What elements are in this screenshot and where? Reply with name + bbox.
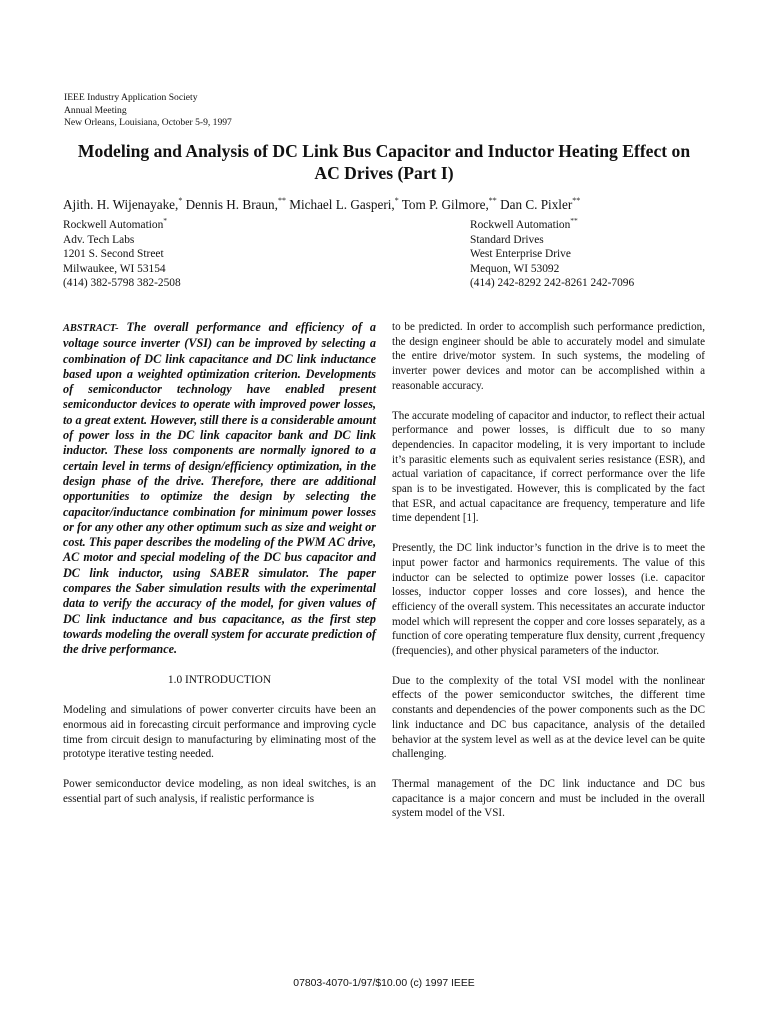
- author-name: Tom P. Gilmore,: [398, 197, 489, 212]
- affiliation-phone: (414) 242-8292 242-8261 242-7096: [470, 277, 635, 290]
- abstract-label: ABSTRACT-: [63, 323, 119, 334]
- body-paragraph: Modeling and simulations of power converter circuits have been an enormous aid in forecasting circuit performance and improving cycle time from circuit design to manufacturing by eliminating most of the prototype iterative testing needed.: [63, 704, 376, 761]
- affiliation-org: Rockwell Automation: [470, 219, 571, 231]
- abstract: [63, 320, 376, 658]
- abstract-text: The overall performance and efficiency of a voltage source inverter (VSI) can be improved by selecting a combination of DC link capacitance and DC link inductance based upon a weighted optimization criterion. Developments of semiconductor technology have enabled present semiconductor devices to operate with improved power losses, to a great extent. However, still there is a considerable amount of power loss in the DC link capacitor bank and DC link inductor. These loss components are normally ignored to a certain level in terms of design/efficiency optimization, in the design phase of the drive. Therefore, there are additional opportunities to optimize the design by selecting the capacitor/inductance combination for minimum power losses or for any other any other optimum such as size and weight or cost. This paper describes the modeling of the PWM AC drive, AC motor and special modeling of the DC bus capacitor and DC link inductor, using SABER simulator. The paper compares the Saber simulation results with the experimental data to verify the accuracy of the model, for given values of DC link inductance and bus capacitance, as the first step towards modeling the overall system for accurate prediction of the drive performance.: [63, 320, 376, 657]
- paper-title: [40, 140, 728, 184]
- copyright-footer: 07803-4070-1/97/$10.00 (c) 1997 IEEE: [293, 978, 475, 989]
- conference-society: IEEE Industry Application Society: [64, 92, 198, 103]
- body-paragraph: Due to the complexity of the total VSI model with the nonlinear effects of the power semiconductor switches, the different time constants and dependencies of the power components such as the DC link inductance and DC bus capacitance, analysis of the detailed behavior at the system level as well as at the device level can be quite challenging.: [392, 674, 705, 761]
- author-affiliation-mark: *: [178, 196, 183, 205]
- affiliation-lab: Standard Drives: [470, 233, 544, 246]
- affiliation-city: Milwaukee, WI 53154: [63, 262, 166, 275]
- body-paragraph: Presently, the DC link inductor’s function in the drive is to meet the input power factor and harmonics requirements. The value of this inductor can be selected to optimize power losses (i.e. capacitor losses, inductor copper losses and core losses), and hence the efficiency of the overall system. This necessitates an accurate inductor model which will represent the copper and core losses separately, as a function of core operating temperature flux density, current ,frequency (frequencies), and other physical parameters of the inductor.: [392, 542, 705, 658]
- author-name: Dan C. Pixler: [496, 197, 573, 212]
- author-affiliation-mark: **: [488, 196, 497, 205]
- paper-title-line-2: AC Drives (Part I): [314, 163, 454, 183]
- body-paragraph: to be predicted. In order to accomplish such performance prediction, the design engineer should be able to accurately model and simulate the entire drive/motor system. In such systems, the modeling of inverter power devices and motor can be accomplished within a reasonable accuracy.: [392, 321, 705, 392]
- affiliation-mark: **: [570, 216, 578, 225]
- section-heading-introduction: 1.0 INTRODUCTION: [167, 673, 272, 686]
- author-name: Ajith. H. Wijenayake,: [63, 197, 179, 212]
- author-affiliation-mark: *: [394, 196, 399, 205]
- author-name: Dennis H. Braun,: [182, 197, 278, 212]
- conference-location-date: New Orleans, Louisiana, October 5-9, 1997: [64, 117, 232, 128]
- body-paragraph: Power semiconductor device modeling, as non ideal switches, is an essential part of such analysis, if realistic performance is: [63, 778, 376, 805]
- affiliation-right: [470, 218, 634, 291]
- right-column: [392, 320, 705, 836]
- paper-title-line-1: Modeling and Analysis of DC Link Bus Capacitor and Inductor Heating Effect on: [77, 141, 691, 161]
- affiliation-left: [63, 218, 181, 291]
- author-list: [63, 197, 743, 213]
- body-paragraph: Thermal management of the DC link inductance and DC bus capacitance is a major concern and must be included in the overall system model of the VSI.: [392, 777, 705, 820]
- body-paragraph: The accurate modeling of capacitor and inductor, to reflect their actual performance and power losses, is difficult due to so many dependencies. In capacitor modeling, it is very important to include it’s parasitic elements such as equivalent series resistance (ESR), and actual variation of capacitance, if correct performance over the life span is to be investigated. However, this is complicated by the fact that ESR, and actual capacitance are frequency, temperature and life time dependent [1].: [392, 409, 705, 525]
- affiliation-phone: (414) 382-5798 382-2508: [63, 277, 181, 290]
- author-affiliation-mark: **: [277, 196, 286, 205]
- affiliation-street: West Enterprise Drive: [470, 248, 571, 261]
- author-name: Michael L. Gasperi,: [285, 197, 395, 212]
- affiliation-street: 1201 S. Second Street: [63, 248, 164, 261]
- affiliation-city: Mequon, WI 53092: [470, 262, 560, 275]
- conference-info: [64, 92, 232, 130]
- affiliation-org: Rockwell Automation: [63, 219, 164, 231]
- affiliation-lab: Adv. Tech Labs: [63, 233, 135, 246]
- author-affiliation-mark: **: [572, 196, 581, 205]
- conference-meeting: Annual Meeting: [64, 104, 127, 116]
- affiliation-mark: *: [163, 216, 168, 225]
- left-column: [63, 320, 376, 821]
